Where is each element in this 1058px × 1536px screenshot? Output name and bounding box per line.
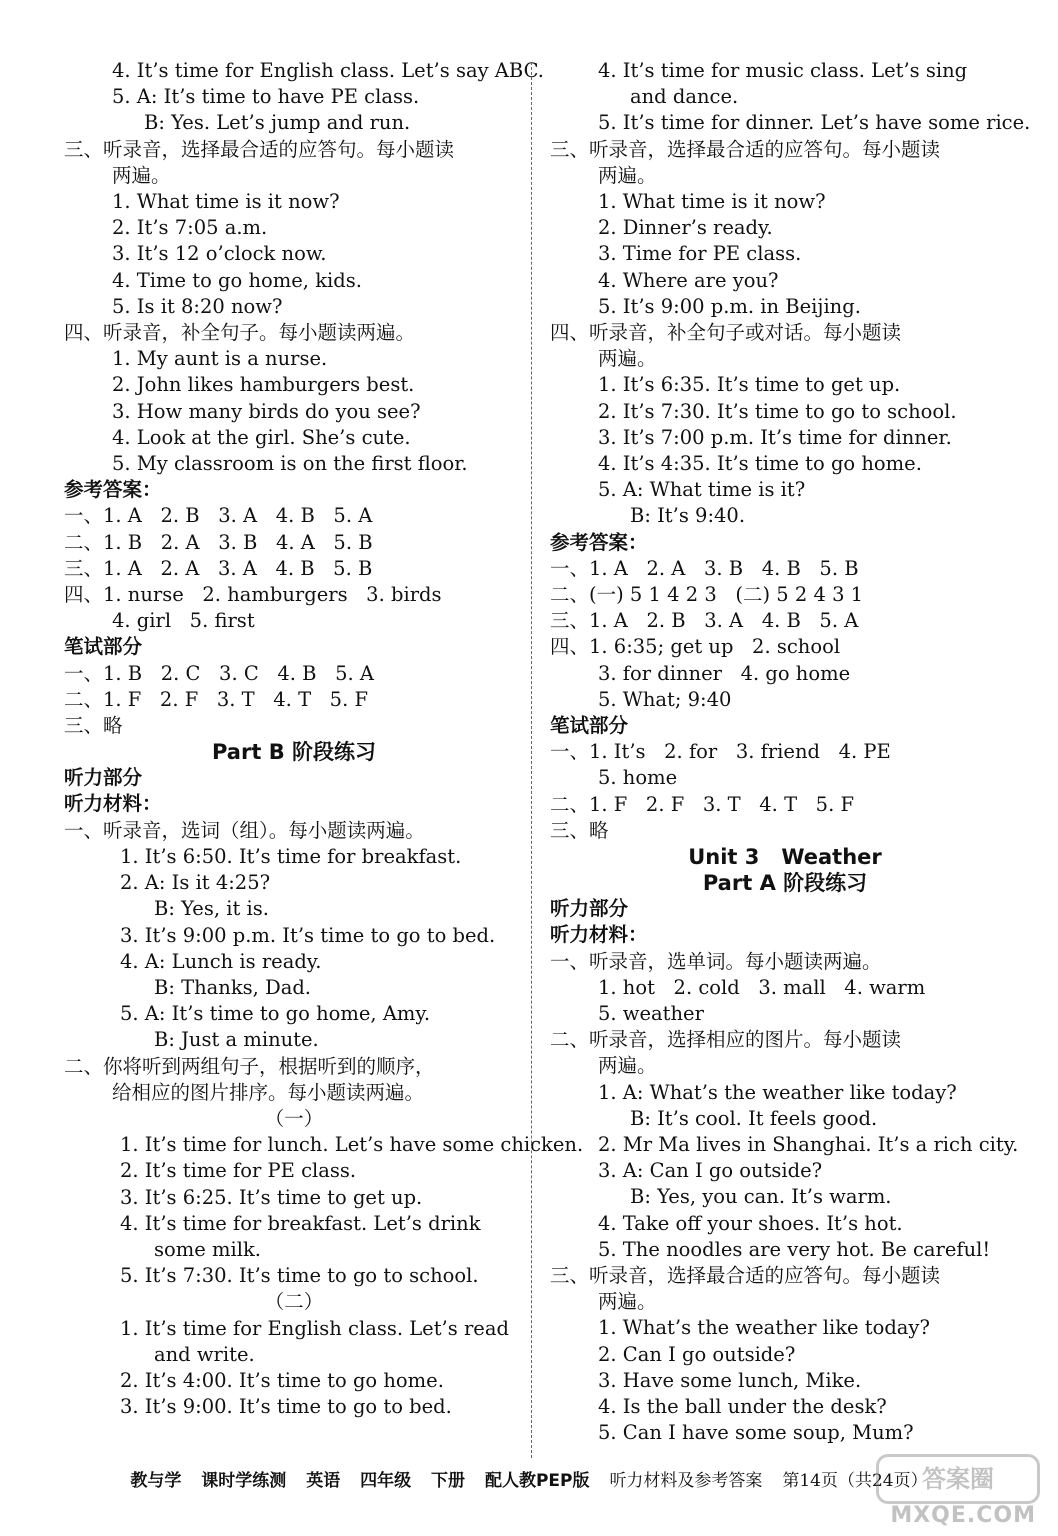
- footer-edition: 配人教PEP版: [484, 1471, 590, 1491]
- text-line: 三、听录音，选择最合适的应答句。每小题读: [550, 137, 941, 161]
- text-line: 3. It’s 9:00. It’s time to go to bed.: [120, 1395, 452, 1419]
- text-line: 二、1. F 2. F 3. T 4. T 5. F: [550, 792, 855, 816]
- text-line: 5. The noodles are very hot. Be careful!: [598, 1237, 991, 1261]
- text-line: 4. Time to go home, kids.: [112, 268, 362, 292]
- text-line: B: It’s cool. It feels good.: [630, 1106, 878, 1130]
- text-line: 两遍。: [598, 163, 657, 187]
- text-line: 2. Dinner’s ready.: [598, 216, 773, 240]
- section-heading: Unit 3 Weather: [688, 845, 882, 870]
- section-heading: Part A 阶段练习: [702, 871, 868, 896]
- section-heading: 听力材料：: [550, 923, 648, 947]
- text-line: 3. It’s 9:00 p.m. It’s time to go to bed.: [120, 923, 496, 947]
- text-line: 3. Time for PE class.: [598, 242, 802, 266]
- text-line: 1. What time is it now?: [112, 190, 340, 214]
- text-line: 5. It’s time for dinner. Let’s have some rice.: [598, 111, 1031, 135]
- text-line: 3. It’s 6:25. It’s time to get up.: [120, 1185, 423, 1209]
- text-line: 2. Mr Ma lives in Shanghai. It’s a rich city.: [598, 1132, 1019, 1156]
- text-line: 4. A: Lunch is ready.: [120, 949, 322, 973]
- text-line: 1. It’s time for English class. Let’s read: [120, 1316, 509, 1340]
- text-line: 3. It’s 7:00 p.m. It’s time for dinner.: [598, 425, 952, 449]
- text-line: 3. for dinner 4. go home: [598, 661, 851, 685]
- text-line: 一、听录音，选词（组）。每小题读两遍。: [64, 818, 425, 842]
- text-line: 3. How many birds do you see?: [112, 399, 421, 423]
- text-line: 4. Take off your shoes. It’s hot.: [598, 1211, 903, 1235]
- text-line: 两遍。: [598, 1054, 657, 1078]
- section-heading: 参考答案：: [550, 530, 648, 554]
- text-line: 5. Can I have some soup, Mum?: [598, 1421, 914, 1445]
- watermark-site: MXQE.COM: [890, 1503, 1036, 1528]
- text-line: 1. My aunt is a nurse.: [112, 347, 328, 371]
- text-line: 两遍。: [598, 1290, 657, 1314]
- section-heading: 听力部分: [64, 766, 143, 790]
- text-line: 四、听录音，补全句子或对话。每小题读: [550, 321, 902, 345]
- text-line: 3. It’s 12 o’clock now.: [112, 242, 327, 266]
- text-line: 1. A: What’s the weather like today?: [598, 1080, 957, 1104]
- text-line: 4. It’s time for music class. Let’s sing: [598, 59, 968, 82]
- text-line: 一、听录音，选单词。每小题读两遍。: [550, 949, 882, 973]
- text-line: 3. A: Can I go outside?: [598, 1159, 823, 1183]
- text-line: B: Thanks, Dad.: [154, 975, 312, 999]
- text-line: 一、1. B 2. C 3. C 4. B 5. A: [64, 661, 374, 685]
- column-divider: [531, 62, 532, 1458]
- text-line: 5. It’s 7:30. It’s time to go to school.: [120, 1264, 479, 1288]
- text-line: B: Just a minute.: [154, 1028, 319, 1052]
- text-line: 1. It’s time for lunch. Let’s have some chicken.: [120, 1133, 584, 1157]
- text-line: 4. It’s time for breakfast. Let’s drink: [120, 1211, 481, 1235]
- footer-series: 课时学练测: [201, 1471, 287, 1491]
- watermark-badge: 答案圈: [876, 1454, 1040, 1504]
- text-line: B: Yes, you can. It’s warm.: [630, 1185, 892, 1209]
- text-line: 5. weather: [598, 1001, 704, 1025]
- watermark-logo: [870, 1454, 1040, 1528]
- footer-grade: 四年级: [360, 1471, 412, 1491]
- text-line: 5. Is it 8:20 now?: [112, 294, 283, 318]
- section-heading: 参考答案：: [64, 478, 162, 502]
- text-line: 2. It’s 7:30. It’s time to go to school.: [598, 399, 957, 423]
- text-line: 四、听录音，补全句子。每小题读两遍。: [64, 321, 416, 345]
- text-line: 4. Where are you?: [598, 268, 779, 292]
- text-line: 4. It’s time for English class. Let’s say ABC.: [112, 59, 545, 82]
- text-line: 二、(一) 5 1 4 2 3 (二) 5 2 4 3 1: [550, 583, 864, 607]
- text-line: 三、略: [64, 714, 123, 738]
- text-line: 5. home: [598, 766, 678, 790]
- text-line: some milk.: [154, 1237, 261, 1261]
- text-line: 4. girl 5. first: [112, 609, 255, 633]
- text-line: 两遍。: [112, 163, 171, 187]
- text-line: 三、1. A 2. A 3. A 4. B 5. B: [64, 556, 373, 580]
- text-line: 一、1. It’s 2. for 3. friend 4. PE: [550, 740, 891, 764]
- text-line: 3. Have some lunch, Mike.: [598, 1368, 862, 1392]
- text-line: B: Yes, it is.: [154, 897, 269, 921]
- section-heading: 听力部分: [550, 897, 629, 921]
- section-heading: 笔试部分: [550, 714, 629, 738]
- text-line: 2. It’s time for PE class.: [120, 1159, 357, 1183]
- text-line: 2. Can I go outside?: [598, 1342, 796, 1366]
- left-column: [64, 58, 584, 1420]
- text-line: 4. It’s 4:35. It’s time to go home.: [598, 452, 922, 476]
- right-column: [550, 58, 1031, 1446]
- text-line: 四、1. nurse 2. hamburgers 3. birds: [64, 583, 442, 607]
- text-line: 一、1. A 2. B 3. A 4. B 5. A: [64, 504, 373, 528]
- text-line: 三、略: [550, 818, 609, 842]
- text-line: 三、听录音，选择最合适的应答句。每小题读: [64, 137, 455, 161]
- text-line: 三、听录音，选择最合适的应答句。每小题读: [550, 1263, 941, 1287]
- footer-section: 听力材料及参考答案: [609, 1471, 763, 1491]
- text-line: 1. What’s the weather like today?: [598, 1316, 930, 1340]
- text-line: 1. It’s 6:35. It’s time to get up.: [598, 373, 901, 397]
- text-line: 5. What; 9:40: [598, 687, 732, 711]
- text-line: 二、1. F 2. F 3. T 4. T 5. F: [64, 687, 369, 711]
- text-line: 两遍。: [598, 347, 657, 371]
- text-line: 2. It’s 7:05 a.m.: [112, 216, 268, 240]
- footer-volume: 下册: [431, 1471, 466, 1491]
- text-line: 5. A: It’s time to go home, Amy.: [120, 1002, 431, 1026]
- footer-subject: 英语: [306, 1471, 341, 1491]
- text-line: （二）: [264, 1290, 324, 1314]
- section-heading: 笔试部分: [64, 635, 143, 659]
- text-line: 1. What time is it now?: [598, 190, 826, 214]
- text-line: 四、1. 6:35; get up 2. school: [550, 635, 841, 659]
- text-line: and write.: [154, 1342, 255, 1366]
- text-line: 二、1. B 2. A 3. B 4. A 5. B: [64, 530, 373, 554]
- text-line: 三、1. A 2. B 3. A 4. B 5. A: [550, 609, 859, 633]
- text-line: 一、1. A 2. A 3. B 4. B 5. B: [550, 556, 859, 580]
- text-line: 5. It’s 9:00 p.m. in Beijing.: [598, 294, 861, 318]
- text-line: 4. Is the ball under the desk?: [598, 1394, 887, 1418]
- text-line: 2. It’s 4:00. It’s time to go home.: [120, 1368, 444, 1392]
- text-line: 1. It’s 6:50. It’s time for breakfast.: [120, 844, 462, 868]
- text-line: 二、你将听到两组句子，根据听到的顺序，: [64, 1054, 435, 1078]
- text-line: 给相应的图片排序。每小题读两遍。: [112, 1080, 425, 1104]
- text-line: 1. hot 2. cold 3. mall 4. warm: [598, 975, 926, 999]
- text-line: and dance.: [630, 85, 739, 109]
- text-line: 4. Look at the girl. She’s cute.: [112, 425, 411, 449]
- text-line: 5. A: It’s time to have PE class.: [112, 85, 420, 109]
- text-line: 2. A: Is it 4:25?: [120, 871, 271, 895]
- footer-page-number: 第14页（共24页）: [782, 1471, 928, 1491]
- section-heading: 听力材料：: [64, 792, 162, 816]
- section-heading: Part B 阶段练习: [211, 740, 377, 765]
- text-line: 二、听录音，选择相应的图片。每小题读: [550, 1028, 902, 1052]
- text-line: 2. John likes hamburgers best.: [112, 373, 415, 397]
- text-line: B: Yes. Let’s jump and run.: [144, 111, 411, 135]
- text-line: 5. A: What time is it?: [598, 478, 806, 502]
- text-line: （一）: [264, 1106, 324, 1130]
- text-line: B: It’s 9:40.: [630, 504, 746, 528]
- footer-brand: 教与学: [130, 1471, 182, 1491]
- text-line: 5. My classroom is on the first floor.: [112, 452, 468, 476]
